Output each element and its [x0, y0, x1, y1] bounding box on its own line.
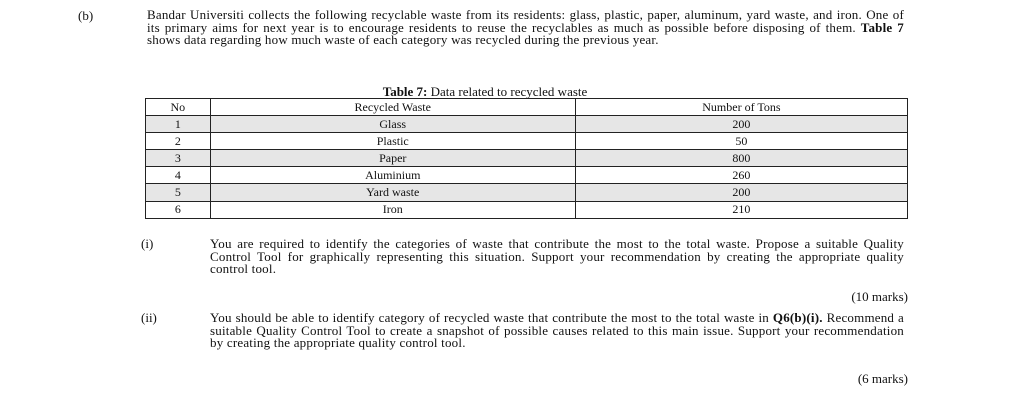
cell-waste: Paper — [210, 150, 575, 167]
table-row — [146, 116, 908, 133]
cell-tons: 200 — [575, 116, 907, 133]
question-ii-body-start: You should be able to identify category of recycled waste that contribute the most to the total waste in — [210, 310, 769, 325]
part-label: (b) — [78, 8, 94, 23]
question-ii-body-end: Recommend a suitable Quality Control Tool to create a snapshot of possible causes related to this main issue. Support your recommendation by creating the appropriate quality control tool. — [210, 310, 904, 351]
question-ii-marks: (6 marks) — [857, 371, 908, 386]
cell-tons: 50 — [575, 133, 907, 150]
cell-tons: 800 — [575, 150, 907, 167]
cell-waste: Aluminium — [210, 167, 575, 184]
cell-waste: Yard waste — [210, 184, 575, 201]
table-row — [146, 150, 908, 167]
recycled-waste-table — [145, 98, 908, 219]
intro-text-end: shows data regarding how much waste of each category was recycled during the previous year. — [147, 32, 659, 48]
cell-no: 2 — [146, 133, 211, 150]
cell-no: 1 — [146, 116, 211, 133]
table-row — [146, 201, 908, 218]
cell-tons: 260 — [575, 167, 907, 184]
question-i-body: You are required to identify the categories of waste that contribute the most to the total waste. Propose a suitable Quality Control Tool for graphically representing this situation. Support your recommendation by creating the appropriate quality control tool. — [210, 236, 904, 277]
table-reference: Table 7 — [860, 19, 904, 35]
header-number-of-tons: Number of Tons — [575, 99, 907, 116]
cell-no: 6 — [146, 201, 211, 218]
table-row — [146, 133, 908, 150]
cell-tons: 200 — [575, 184, 907, 201]
table-caption-label: Table 7: — [382, 84, 428, 99]
cell-tons: 210 — [575, 201, 907, 218]
question-i-text — [210, 238, 904, 276]
question-i-marks: (10 marks) — [851, 289, 908, 304]
table-caption-text: Data related to recycled waste — [430, 84, 588, 99]
table-row — [146, 167, 908, 184]
cell-no: 3 — [146, 150, 211, 167]
question-ii-reference: Q6(b)(i). — [772, 310, 823, 325]
cell-waste: Glass — [210, 116, 575, 133]
cell-no: 5 — [146, 184, 211, 201]
intro-text: Bandar Universiti collects the following recyclable waste from its residents: glass, plastic, paper, aluminum, yard waste, and iron. One of its primary aims for next year is to encourage residents to reuse the recyclables as much as possible before disposing of them. — [147, 7, 904, 35]
question-ii-text — [210, 312, 904, 350]
table-row — [146, 184, 908, 201]
cell-waste: Plastic — [210, 133, 575, 150]
question-i-label: (i) — [141, 236, 154, 251]
header-recycled-waste: Recycled Waste — [210, 99, 575, 116]
cell-no: 4 — [146, 167, 211, 184]
cell-waste: Iron — [210, 201, 575, 218]
intro-paragraph — [147, 9, 904, 47]
question-ii-label: (ii) — [141, 310, 157, 325]
header-no: No — [146, 99, 211, 116]
table-header-row — [146, 99, 908, 116]
